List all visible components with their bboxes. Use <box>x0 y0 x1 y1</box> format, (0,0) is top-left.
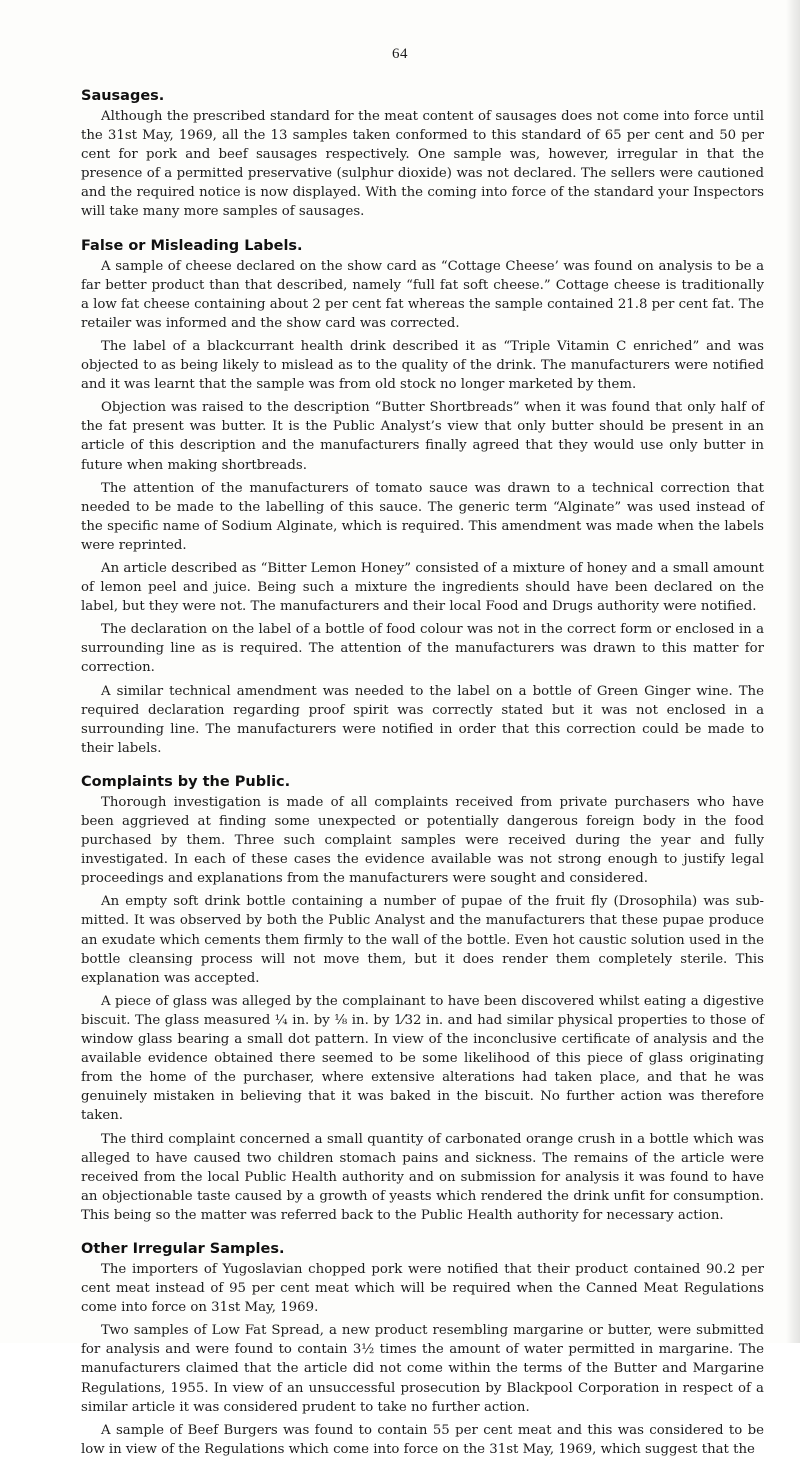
paragraph: Although the prescribed standard for the meat content of sausages does not come into force until the 31st May, 1969, all the 13 samples taken conformed to this standard of 65 per cent and 50 per cent for pork and beef sausages respectively. One sample was, however, irregular in that the presence of a permitted preservative (sulphur dioxide) was not declared. The sellers were cautioned and the required notice is now displayed. With the coming into force of the standard your Inspectors will take many more samples of sausages. <box>81 109 764 220</box>
paragraph: The attention of the manufacturers of tomato sauce was drawn to a technical correction that needed to be made to the labelling of this sauce. The generic term “Alginate” was used instead of the specific name of Sodium Alginate, which is required. This amendment was made when the labels were reprinted. <box>81 480 764 553</box>
paragraph: The importers of Yugoslavian chopped pork were notified that their product contained 90.2 per cent meat instead of 95 per cent meat which will be required when the Canned Meat Regulations come into force on 31st May, 1969. <box>81 1261 764 1316</box>
section-false-or-misleading-labels <box>81 238 764 758</box>
page-edge-shadow <box>786 0 800 1343</box>
paragraph: An empty soft drink bottle containing a number of pupae of the fruit fly (Drosophila) was sub-mitted. It was observed by both the Public Analyst and the manufacturers that these pupae produce an exudate which cements them firmly to the wall of the bottle. Even hot caustic solution used in the bottle cleansing process will not move them, but it does render them completely sterile. This explanation was accepted. <box>81 894 764 986</box>
section-complaints-by-the-public <box>81 774 764 1225</box>
paragraph: Thorough investigation is made of all complaints received from private purchasers who have been aggrieved at finding some unexpected or potentially dangerous foreign body in the food purchased by them. Three such complaint samples were received during the year and fully investigated. In each of these cases the evidence available was not strong enough to justify legal proceedings and explanations from the manufacturers were sought and considered. <box>81 794 764 887</box>
paragraph: The label of a blackcurrant health drink described it as “Triple Vitamin C enriched” and was objected to as being likely to mislead as to the quality of the drink. The manufacturers were notified and it was learnt that the sample was from old stock no longer marketed by them. <box>81 338 764 393</box>
paragraph: Two samples of Low Fat Spread, a new product resembling margarine or butter, were submitted for analysis and were found to contain 3½ times the amount of water permitted in margarine. The manufacturers claimed that the article did not come within the terms of the Butter and Margarine Regulations, 1955. In view of an unsuccessful prosecution by Blackpool Corporation in respect of a similar article it was considered prudent to take no further action. <box>81 1323 764 1415</box>
paragraph: A sample of cheese declared on the show card as “Cottage Cheese’ was found on analysis to be a far better product than that described, namely “full fat soft cheese.” Cottage cheese is traditionally a low fat cheese containing about 2 per cent fat whereas the sample contained 21.8 per cent fat. The retailer was informed and the show card was corrected. <box>81 258 765 331</box>
paragraph: A similar technical amendment was needed to the label on a bottle of Green Ginger wine. The required declaration regarding proof spirit was correctly stated but it was not enclosed in a surrounding line. The manufacturers were notified in order that this correction could be made to their labels. <box>81 683 764 756</box>
paragraph: A piece of glass was alleged by the complainant to have been discovered whilst eating a digestive biscuit. The glass measured ¼ in. by ⅛ in. by 1⁄32 in. and had similar physical properties to those of window glass bearing a small dot pattern. In view of the inconclusive certificate of analysis and the available evidence obtained there seemed to be some likelihood of this piece of glass originating from the home of the purchaser, where extensive alterations had taken place, and that he was genuinely mistaken in believing that it was baked in the biscuit. No further action was therefore taken. <box>81 993 764 1124</box>
section-heading: Sausages. <box>81 88 165 104</box>
section-sausages <box>81 88 764 222</box>
section-heading: False or Misleading Labels. <box>81 237 303 254</box>
section-heading: Complaints by the Public. <box>81 773 291 790</box>
paragraph: A sample of Beef Burgers was found to contain 55 per cent meat and this was considered to be low in view of the Regulations which come into force on the 31st May, 1969, which suggest that the <box>81 1422 764 1457</box>
paragraph: The third complaint concerned a small quantity of carbonated orange crush in a bottle which was alleged to have caused two children stomach pains and sickness. The remains of the article were received from the local Public Health authority and on submission for analysis it was found to have an objectionable taste caused by a growth of yeasts which rendered the drink unfit for consumption. This being so the matter was referred back to the Public Health authority for necessary action. <box>81 1131 764 1223</box>
paragraph: Objection was raised to the description “Butter Shortbreads” when it was found that only half of the fat present was butter. It is the Public Analyst’s view that only butter should be present in an article of this description and the manufacturers finally agreed that they would use only butter in future when making shortbreads. <box>81 400 764 473</box>
page-content <box>81 88 764 1475</box>
paragraph: The declaration on the label of a bottle of food colour was not in the correct form or enclosed in a surrounding line as is required. The attention of the manufacturers was drawn to this matter for correction. <box>81 622 764 676</box>
page-number: 64 <box>392 46 408 62</box>
section-other-irregular-samples <box>81 1241 764 1459</box>
section-heading: Other Irregular Samples. <box>81 1240 285 1257</box>
paragraph: An article described as “Bitter Lemon Honey” consisted of a mixture of honey and a small amount of lemon peel and juice. Being such a mixture the ingredients should have been declared on the label, but they were not. The manufacturers and their local Food and Drugs authority were notified. <box>81 560 764 615</box>
